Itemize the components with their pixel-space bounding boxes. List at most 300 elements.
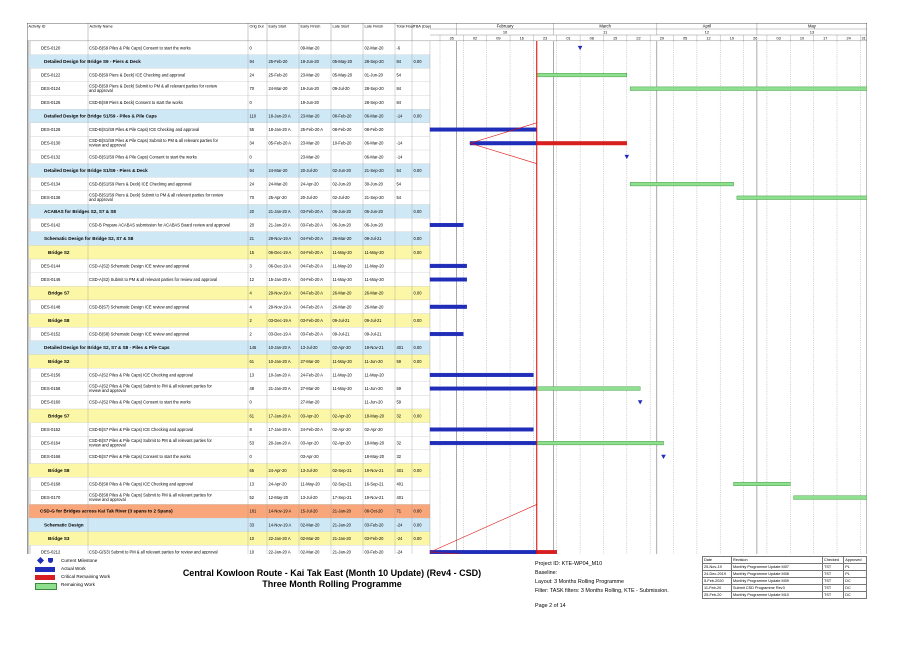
orig-dur: 94 — [249, 58, 255, 64]
revision-cell: Submit CSD Programme Rev3 — [732, 585, 823, 592]
late-finish: 30-Jun-20 — [364, 181, 383, 187]
wbs-name: Bridge S3 — [48, 535, 70, 541]
activity-id: DES-0132 — [41, 154, 61, 160]
activity-name-part: CSD-A(S2 Piles & Pile Caps) Submit to PM & all relevant parties for — [89, 383, 212, 389]
total-float: 84 — [396, 99, 402, 105]
late-start: 02-Jul-20 — [332, 195, 350, 201]
wbs-name: Detailed Design for Bridge S9 - Piers & Deck — [44, 58, 141, 64]
orig-dur: 33 — [249, 522, 255, 528]
wbs-name: Schematic Design for Bridge S2, S7 & S8 — [44, 236, 134, 242]
activity-id: DES-0142 — [41, 222, 61, 228]
activity-name: CSD-B(S7 Piles & Pile Caps) Consent to start the works — [89, 454, 191, 460]
outline-indent — [29, 382, 31, 396]
early-start: 21-Jan-20 A — [268, 386, 291, 392]
revision-cell: TST — [823, 571, 844, 578]
late-start: 05-May-20 — [332, 58, 353, 64]
actual-bar — [430, 441, 537, 445]
revision-row — [703, 564, 867, 571]
gantt-row-bg — [430, 314, 867, 328]
month-label: May — [807, 23, 816, 29]
revision-row — [703, 578, 867, 585]
col-late-start-header: Late Start — [332, 24, 349, 29]
orig-dur: 65 — [249, 467, 255, 473]
early-finish: 24-Feb-20 A — [300, 372, 324, 378]
late-start: 02-Jun-20 — [332, 181, 351, 187]
late-finish: 08-Oct-20 — [364, 508, 383, 514]
early-finish: 03-Apr-20 — [300, 440, 319, 446]
late-finish: 11-Jun-20 — [364, 399, 383, 405]
revision-rows — [703, 564, 867, 599]
early-finish: 24-Apr-20 — [300, 181, 319, 187]
milestone-marker-icon — [48, 558, 53, 563]
week-label: 31 — [861, 36, 866, 41]
late-finish: 06-Mar-20 — [364, 140, 384, 146]
activity-id: DES-0122 — [41, 72, 61, 78]
gantt-row-bg — [430, 96, 867, 110]
activity-id: DES-0170 — [41, 495, 61, 501]
late-start: 02-Apr-20 — [332, 345, 351, 351]
total-float: -24 — [396, 522, 403, 528]
revision-cell: 25-Feb-20 — [703, 592, 732, 599]
orig-dur: 48 — [249, 386, 255, 392]
activity-name: CSD-B(S7 Piles & Pile Caps) ICE Checking and approval — [89, 426, 193, 432]
total-float: 54 — [396, 72, 402, 78]
early-finish: 15-Jul-20 — [300, 508, 318, 514]
late-finish: 19-Nov-21 — [364, 467, 384, 473]
early-finish: 03-Apr-20 — [300, 413, 319, 419]
activity-name: CSD-B(S7) Schematic Design ICE review and approval — [89, 304, 190, 310]
week-label: 17 — [823, 36, 828, 41]
late-finish: 01-Jun-20 — [364, 72, 383, 78]
late-finish: 11-Jun-20 — [364, 358, 383, 364]
gantt-row-bg — [430, 518, 867, 532]
late-finish: 08-Feb-20 — [364, 127, 384, 133]
late-start: 11-May-20 — [332, 263, 352, 269]
late-start: 09-Jul-20 — [332, 86, 350, 92]
activity-name: CSD-G(S3) Submit to PM & all relevant parties for review and approval — [89, 549, 218, 554]
late-finish: 28-Sep-20 — [364, 99, 384, 105]
late-start: 21-Jan-20 — [332, 549, 351, 554]
orig-dur: 10 — [249, 535, 255, 541]
actual-bar — [430, 373, 533, 377]
late-start: 02-Apr-20 — [332, 413, 351, 419]
remaining-swatch — [35, 583, 57, 590]
late-start: 11-May-20 — [332, 277, 352, 283]
month-number-label: 11 — [603, 29, 608, 35]
actual-bar — [430, 332, 463, 336]
activity-name-part: and approval — [89, 88, 113, 94]
late-start: 21-Jan-20 — [332, 522, 351, 528]
remaining-bar — [537, 73, 627, 77]
outline-indent — [29, 150, 31, 164]
outline-indent — [29, 82, 31, 96]
orig-dur: 4 — [249, 304, 252, 310]
wbs-name: Bridge S7 — [48, 290, 70, 296]
gantt-row-bg — [430, 504, 867, 518]
revision-cell: Monthly Programme Update M09 — [732, 578, 823, 585]
tba-days: 0.00 — [413, 249, 422, 255]
activity-name-part: and approval — [89, 197, 113, 203]
activity-id: DES-0134 — [41, 181, 61, 187]
outline-indent — [29, 477, 31, 491]
early-finish: 19-Jun-20 — [300, 99, 319, 105]
early-start: 29-Nov-19 A — [268, 290, 292, 296]
activity-name-part: CSD-B(S7 Piles & Pile Caps) Submit to PM & all relevant parties for — [89, 437, 212, 443]
activity-name: CSD-B(S9 Piers & Deck) Consent to start the works — [89, 99, 183, 105]
remaining-bar — [737, 196, 867, 200]
early-start: 24-Mar-20 — [268, 181, 288, 187]
early-start: 22-Jan-20 A — [268, 535, 291, 541]
activity-name: CSD-A(S2 Piles & Pile Caps) Consent to start the works — [89, 399, 191, 405]
outline-indent — [29, 545, 31, 554]
early-start: 29-Nov-19 A — [268, 236, 292, 242]
orig-dur: 12 — [249, 277, 255, 283]
early-start: 15-Jan-20 A — [268, 277, 291, 283]
tba-days: 0.00 — [413, 113, 422, 119]
outline-indent — [29, 123, 31, 137]
orig-dur: 13 — [249, 372, 255, 378]
activity-name: CSD-B(S1/S9 Piers & Deck) ICE Checking and approval — [89, 181, 192, 187]
late-finish: 11-May-20 — [364, 277, 384, 283]
total-float: 84 — [396, 58, 402, 64]
orig-dur: 94 — [249, 167, 255, 173]
activity-name-part: review and approval — [89, 497, 126, 503]
revision-cell: TST — [823, 592, 844, 599]
revision-cell: Monthly Programme Update M07 — [732, 564, 823, 571]
week-label: 26 — [753, 36, 758, 41]
early-start: 12-May-20 — [268, 495, 289, 501]
early-finish: 23-Mar-20 — [300, 113, 320, 119]
late-finish: 28-Sep-20 — [364, 86, 384, 92]
late-start: 26-Mar-20 — [332, 236, 352, 242]
week-label: 19 — [729, 36, 735, 41]
col-tba-header: TBA (Day) — [413, 24, 432, 29]
activity-name-part: CSD-B(S9 Piers & Deck) Submit to PM & all relevant parties for review — [89, 83, 218, 89]
late-finish: 06-Jun-20 — [364, 222, 383, 228]
outline-indent — [29, 218, 31, 232]
tba-days: 0.00 — [413, 413, 422, 419]
late-start: 08-Feb-20 — [332, 113, 352, 119]
revision-cell: TST — [823, 585, 844, 592]
critical-swatch — [35, 575, 55, 580]
revision-cell: 25-Nov-19 — [703, 564, 732, 571]
activity-id: DES-0212 — [41, 549, 61, 554]
early-start: 24-Mar-20 — [268, 86, 288, 92]
gantt-row-bg — [430, 218, 867, 232]
week-label: 15 — [613, 36, 618, 41]
outline-indent — [29, 368, 31, 382]
gantt-row-bg — [430, 41, 867, 55]
late-start: 02-Apr-20 — [332, 440, 351, 446]
late-start: 09-Jul-21 — [332, 317, 350, 323]
early-start: 24-Apr-20 — [268, 467, 287, 473]
revision-row — [703, 592, 867, 599]
project-title — [147, 568, 517, 590]
orig-dur: 2 — [249, 317, 252, 323]
tba-days: 0.00 — [413, 290, 422, 296]
legend-label: Critical Remaining Work — [61, 574, 111, 579]
late-start: 08-Feb-20 — [332, 127, 352, 133]
early-finish: 27-Mar-20 — [300, 399, 320, 405]
orig-dur: 13 — [249, 481, 255, 487]
late-finish: 26-Mar-20 — [364, 304, 384, 310]
revision-cell: 11-Feb-20 — [703, 585, 732, 592]
gantt-row-bg — [430, 109, 867, 123]
early-start: 20-Jan-20 A — [268, 440, 291, 446]
col-late-finish-header: Late Finish — [364, 24, 384, 29]
activity-id: DES-0130 — [41, 140, 61, 146]
col-orig-dur-header: Orig Dur — [249, 24, 264, 29]
late-finish: 09-Jul-21 — [364, 317, 382, 323]
orig-dur: 24 — [249, 72, 255, 78]
total-float: -6 — [396, 45, 401, 51]
activity-name-part: CSD-B(S1/S9 Piles & Pile Caps) Submit to PM & all relevant parties for — [89, 138, 219, 144]
activity-name: CSD-A(S2 Piles & Pile Caps) ICE Checking and approval — [89, 372, 193, 378]
late-start: 02-Jun-20 — [332, 167, 351, 173]
activity-id: DES-0152 — [41, 331, 61, 337]
activity-name: CSD-B(S9 Piles & Pile Caps) Consent to start the works — [89, 45, 191, 51]
week-label: 12 — [706, 36, 711, 41]
actual-bar — [430, 428, 533, 432]
early-finish: 23-Mar-20 — [300, 140, 320, 146]
early-start: 06-Dec-19 A — [268, 249, 292, 255]
activity-id: DES-0128 — [41, 127, 61, 133]
tba-days: 0.00 — [413, 467, 422, 473]
total-float: -14 — [396, 140, 403, 146]
actual-bar — [430, 128, 537, 132]
early-start: 25-Feb-20 — [268, 58, 288, 64]
late-start: 09-Jul-21 — [332, 331, 350, 337]
late-finish: 21-Sep-20 — [364, 195, 384, 201]
early-finish: 27-Mar-20 — [300, 358, 320, 364]
late-finish: 02-Mar-20 — [364, 45, 384, 51]
early-finish: 25-Feb-20 A — [300, 127, 324, 133]
late-finish: 06-Jun-20 — [364, 208, 383, 214]
tba-days: 0.00 — [413, 236, 422, 242]
late-finish: 19-Nov-21 — [364, 345, 384, 351]
late-start: 11-May-20 — [332, 372, 352, 378]
activity-id: DES-0156 — [41, 372, 61, 378]
outline-indent — [29, 191, 31, 205]
early-start: 18-Jan-20 A — [268, 127, 291, 133]
outline-indent — [29, 177, 31, 191]
total-float: 59 — [396, 399, 402, 405]
outline-indent — [29, 423, 31, 437]
early-finish: 03-Apr-20 — [300, 454, 319, 460]
tba-days: 0.00 — [413, 208, 422, 214]
early-finish: 03-Feb-20 A — [300, 208, 324, 214]
total-float: -14 — [396, 154, 403, 160]
wbs-name: Detailed Design for Bridge S2, S7 & S8 - Piles & Pile Caps — [44, 345, 170, 351]
wbs-name: Detailed Design for Bridge S1/S9 - Piles & Pile Caps — [44, 113, 157, 119]
late-finish: 11-Jun-20 — [364, 386, 383, 392]
tba-days: 0.00 — [413, 535, 422, 541]
activity-name: CSD-B(S8) Schematic Design ICE review and approval — [89, 331, 190, 337]
page-footer — [27, 554, 867, 612]
actual-bar — [430, 223, 463, 227]
activity-name-part: CSD-B(S1/S9 Piers & Deck) Submit to PM & all relevant parties for review — [89, 192, 224, 198]
total-float: 59 — [396, 386, 402, 392]
total-float: 401 — [396, 345, 404, 351]
col-early-finish-header: Early Finish — [300, 24, 321, 29]
activity-name: CSD-B Prepare ACABAS submission for ACABAS Board review and approval — [89, 222, 230, 228]
late-start: 06-Jun-20 — [332, 208, 351, 214]
week-label: 10 — [799, 36, 805, 41]
revision-cell: 5-Feb-2020 — [703, 578, 732, 585]
late-start: 26-Mar-20 — [332, 290, 352, 296]
early-start: 10-Jan-20 A — [268, 358, 291, 364]
early-start: 18-Jan-20 A — [268, 113, 291, 119]
wbs-name: Bridge S8 — [48, 467, 70, 473]
remaining-bar — [630, 87, 867, 91]
orig-dur: 52 — [249, 495, 255, 501]
total-float: -14 — [396, 113, 403, 119]
total-float: 59 — [396, 358, 402, 364]
early-start: 14-Nov-19 A — [268, 522, 292, 528]
layout-name: Layout: 3 Months Rolling Programme — [535, 579, 624, 585]
orig-dur: 0 — [249, 454, 252, 460]
orig-dur: 61 — [249, 358, 255, 364]
early-finish: 20-Jul-20 — [300, 167, 318, 173]
early-finish: 13-Jul-20 — [300, 467, 318, 473]
orig-dur: 55 — [249, 127, 255, 133]
month-label: March — [599, 23, 611, 29]
actual-bar — [430, 264, 467, 268]
total-float: 54 — [396, 167, 402, 173]
revision-cell: PL — [844, 564, 867, 571]
gantt-row-bg — [430, 68, 867, 82]
gantt-row-bg — [430, 300, 867, 314]
late-finish: 11-May-20 — [364, 372, 384, 378]
month-label: February — [496, 23, 514, 29]
orig-dur: 15 — [249, 249, 255, 255]
actual-swatch — [35, 567, 55, 572]
wbs-name: Bridge S8 — [48, 317, 70, 323]
activity-id: DES-0158 — [41, 386, 61, 392]
outline-indent — [29, 300, 31, 314]
outline-indent — [29, 395, 31, 409]
project-id: Project ID: KTE-WP04_M10 — [535, 561, 603, 567]
late-finish: 03-Feb-20 — [364, 549, 384, 554]
activity-id: DES-0120 — [41, 45, 61, 51]
outline-indent — [29, 327, 31, 341]
wbs-name: Bridge S2 — [48, 249, 70, 255]
early-finish: 03-Feb-20 A — [300, 222, 324, 228]
month-label: April — [702, 23, 712, 29]
gantt-row-bg — [430, 245, 867, 259]
early-finish: 04-Feb-20 A — [300, 290, 324, 296]
wbs-name: Bridge S7 — [48, 413, 70, 419]
week-label: 26 — [449, 36, 454, 41]
revision-header-cell: Approved — [844, 557, 867, 564]
early-finish: 13-Jul-20 — [300, 345, 318, 351]
total-float: 32 — [396, 413, 402, 419]
month-number-label: 13 — [809, 29, 815, 35]
activity-id: DES-0166 — [41, 454, 61, 460]
tba-days: 0.00 — [413, 317, 422, 323]
gantt-row-bg — [430, 354, 867, 368]
col-activity-name-header: Activity Name — [89, 24, 113, 29]
week-label: 05 — [683, 36, 688, 41]
outline-indent — [29, 259, 31, 273]
revision-table — [702, 556, 867, 599]
revision-cell: Monthly Programme Update M10 — [732, 592, 823, 599]
title-line-1: Central Kowloon Route - Kai Tak East (Month 10 Update) (Rev4 - CSD) — [182, 568, 482, 578]
revision-cell: PL — [844, 571, 867, 578]
revision-cell: TST — [823, 564, 844, 571]
total-float: 401 — [396, 467, 404, 473]
gantt-row-bg — [430, 55, 867, 69]
late-finish: 09-Jul-21 — [364, 331, 382, 337]
activity-id: DES-0148 — [41, 304, 61, 310]
week-label: 24 — [846, 36, 851, 41]
activity-name-part: review and approval — [89, 388, 126, 394]
gantt-row-bg — [430, 164, 867, 178]
activity-id: DES-0160 — [41, 399, 61, 405]
week-label: 09 — [496, 36, 501, 41]
outline-indent — [29, 136, 31, 150]
tba-days: 0.00 — [413, 167, 422, 173]
early-start: 25-Apr-20 — [268, 195, 287, 201]
week-label: 23 — [542, 36, 548, 41]
early-start: 10-Jan-20 A — [268, 345, 291, 351]
activity-id: DES-0168 — [41, 481, 61, 487]
actual-bar — [430, 278, 467, 282]
activity-name-part: review and approval — [89, 142, 126, 148]
gantt-row-bg — [430, 395, 867, 409]
tba-days: 0.00 — [413, 358, 422, 364]
early-finish: 04-Feb-20 A — [300, 277, 324, 283]
orig-dur: 10 — [249, 549, 255, 554]
activity-id: DES-0162 — [41, 426, 61, 432]
total-float: -24 — [396, 535, 403, 541]
early-finish: 03-Feb-20 A — [300, 331, 324, 337]
late-start: 21-Jan-20 — [332, 535, 351, 541]
total-float: 32 — [396, 440, 402, 446]
early-finish: 02-Mar-20 — [300, 549, 320, 554]
activity-name-part: review and approval — [89, 442, 126, 448]
revision-cell: 24-Dec-2019 — [703, 571, 732, 578]
title-line-2: Three Month Rolling Programme — [262, 579, 402, 589]
early-start: 24-Mar-20 — [268, 167, 288, 173]
late-finish: 09-Jul-21 — [364, 236, 382, 242]
early-start: 06-Dec-19 A — [268, 263, 292, 269]
late-start: 17-Sep-21 — [332, 495, 352, 501]
early-finish: 20-Jul-20 — [300, 195, 318, 201]
early-start: 21-Jan-20 A — [268, 208, 291, 214]
revision-header-cell: Revision — [732, 557, 823, 564]
revision-row — [703, 571, 867, 578]
week-label: 02 — [472, 36, 478, 41]
late-finish: 21-Sep-20 — [364, 167, 384, 173]
activity-id: DES-0126 — [41, 99, 61, 105]
orig-dur: 3 — [249, 263, 252, 269]
orig-dur: 20 — [249, 208, 255, 214]
orig-dur: 20 — [249, 222, 255, 228]
early-start: 14-Nov-19 A — [268, 508, 292, 514]
late-finish: 06-Mar-20 — [364, 113, 384, 119]
legend-label: Actual Work — [61, 566, 86, 571]
month-number-label: 10 — [502, 29, 508, 35]
remaining-bar — [537, 441, 664, 445]
early-start: 25-Feb-20 — [268, 72, 288, 78]
activity-name-part: CSD-B(S8 Piles & Pile Caps) Submit to PM & all relevant parties for — [89, 492, 212, 498]
late-start: 02-Apr-20 — [332, 426, 351, 432]
gantt-row-bg — [430, 464, 867, 478]
week-label: 08 — [589, 36, 594, 41]
late-finish: 18-May-20 — [364, 413, 385, 419]
week-label: 03 — [776, 36, 781, 41]
